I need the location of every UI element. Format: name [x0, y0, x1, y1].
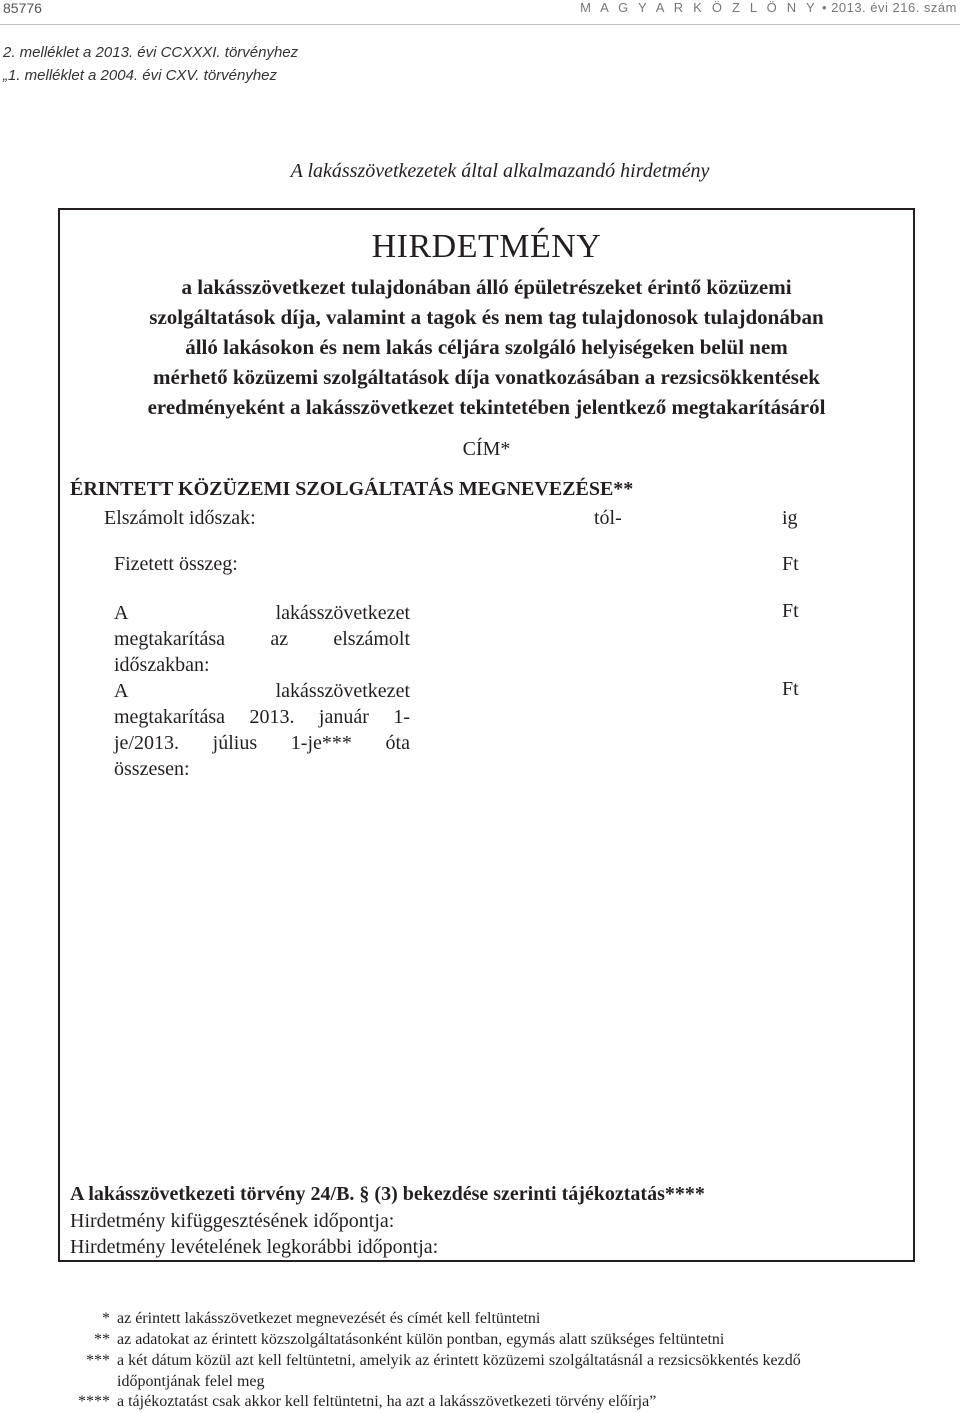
subtitle-line: szolgáltatások díja, valamint a tagok és nem tag tulajdonosok tulajdonában: [149, 305, 824, 329]
amount-paid-unit: Ft: [782, 553, 799, 575]
savings-total-unit: Ft: [782, 678, 799, 700]
footnote-mark: ****: [78, 1393, 110, 1410]
notice-heading: HIRDETMÉNY: [371, 228, 602, 265]
header-rule: [0, 24, 960, 25]
settled-period-label: Elszámolt időszak:: [104, 507, 256, 529]
savings-total-line: je/2013. július 1-je*** óta: [114, 732, 410, 754]
annex-reference-2013: 2. melléklet a 2013. évi CCXXXI. törvényhez: [3, 44, 299, 61]
footnote-continuation: időpontjának felel meg: [117, 1373, 265, 1390]
document-title: A lakásszövetkezetek által alkalmazandó hirdetmény: [290, 160, 710, 182]
settled-period-from: tól-: [594, 507, 622, 529]
savings-period-unit: Ft: [782, 600, 799, 622]
footnote-mark: **: [94, 1331, 110, 1348]
running-header: [580, 0, 957, 15]
issue-number: 2013. évi 216. szám: [831, 0, 957, 15]
footnote-text: az érintett lakásszövetkezet megnevezését és címét kell feltüntetni: [117, 1310, 541, 1327]
settled-period-to: ig: [782, 507, 798, 529]
footnote-text: az adatokat az érintett közszolgáltatásonként külön pontban, egymás alatt szükséges feltüntetni: [117, 1331, 725, 1348]
annex-reference-2004: „1. melléklet a 2004. évi CXV. törvényhez: [3, 67, 278, 84]
gazette-name: M A G Y A R K Ö Z L Ö N Y: [580, 0, 818, 15]
subtitle-line: eredményeként a lakásszövetkezet tekintetében jelentkező megtakarításáról: [147, 395, 826, 419]
savings-total-line: megtakarítása 2013. január 1-: [114, 706, 410, 728]
savings-total-label: [114, 678, 410, 782]
savings-period-line: A lakásszövetkezet: [114, 602, 410, 624]
subtitle-line: a lakásszövetkezet tulajdonában álló épületrészeket érintő közüzemi: [181, 275, 792, 299]
savings-total-line: A lakásszövetkezet: [114, 680, 410, 702]
removal-date-label: Hirdetmény levételének legkorábbi időpontja:: [70, 1236, 439, 1258]
notice-subtitle: [60, 272, 913, 422]
page-number: 85776: [3, 0, 42, 16]
service-name-label: ÉRINTETT KÖZÜZEMI SZOLGÁLTATÁS MEGNEVEZÉSE**: [70, 478, 634, 500]
savings-period-line: megtakarítása az elszámolt: [114, 628, 410, 650]
amount-paid-label: Fizetett összeg:: [114, 553, 238, 575]
footnote-text: a tájékoztatást csak akkor kell feltüntetni, ha azt a lakásszövetkezeti törvény előírja”: [117, 1393, 657, 1410]
legal-reference: A lakásszövetkezeti törvény 24/B. § (3) bekezdése szerinti tájékoztatás****: [70, 1183, 705, 1205]
address-label: CÍM*: [462, 438, 511, 460]
savings-total-line: összesen:: [114, 758, 190, 780]
posting-date-label: Hirdetmény kifüggesztésének időpontja:: [70, 1210, 395, 1232]
separator-bullet: •: [821, 0, 828, 15]
footnote-text: a két dátum közül azt kell feltüntetni, amelyik az érintett közüzemi szolgáltatásnál a rezsicsökkentés kezdő: [117, 1352, 801, 1369]
subtitle-line: mérhető közüzemi szolgáltatások díja vonatkozásában a rezsicsökkentések: [153, 365, 820, 389]
subtitle-line: álló lakásokon és nem lakás céljára szolgáló helyiségeken belül nem: [185, 335, 788, 359]
savings-period-line: időszakban:: [114, 654, 210, 676]
footnote-mark: *: [102, 1310, 110, 1327]
footnote-mark: ***: [86, 1352, 110, 1369]
savings-period-label: [114, 600, 410, 678]
